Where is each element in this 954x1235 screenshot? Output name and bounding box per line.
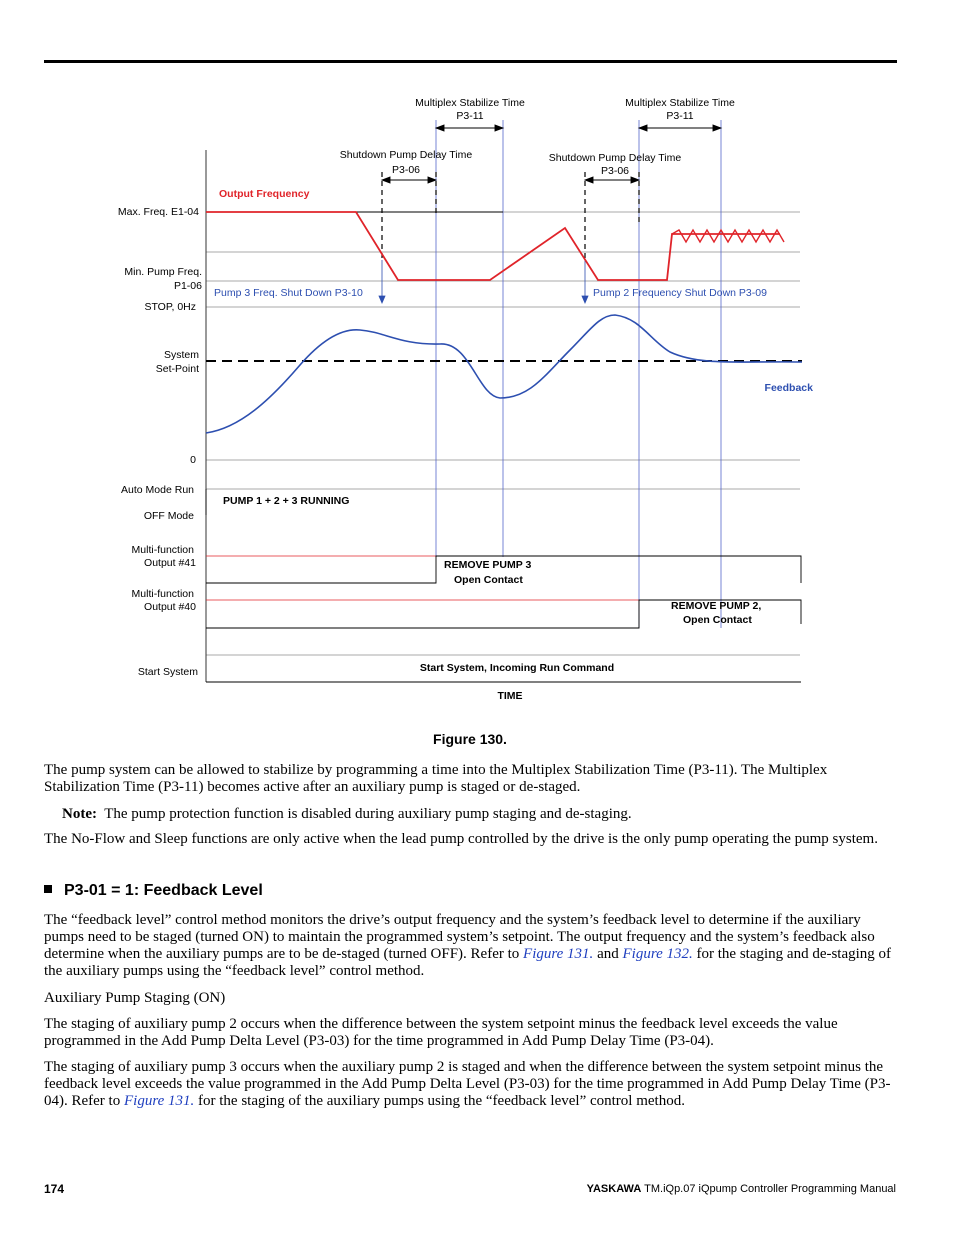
p6-text-b: for the staging of the auxiliary pumps using the “feedback level” control method. (198, 1093, 685, 1109)
paragraph-stabilize: The pump system can be allowed to stabilize by programming a time into the Multiplex Stabilization Time (P3-11). The Multiplex Stabilization Time (P3-11) becomes active after an auxiliary pump is staged or de-staged. (44, 762, 828, 795)
mf41-label: Multi-function (131, 544, 194, 556)
paragraph-pump2-staging: The staging of auxiliary pump 2 occurs when the difference between the system setpoint minus the feedback level exceeds the value programmed in the Add Pump Delta Level (P3-03) for the time programmed in Add Pump Delay Time (P3-04). (44, 1016, 838, 1049)
mf40-label: Multi-function (131, 588, 194, 600)
time-markers (436, 120, 721, 628)
setpoint-label: Set-Point (155, 363, 199, 375)
remove-pump2-label: REMOVE PUMP 2, (671, 600, 762, 612)
remove-pump2-contact: Open Contact (683, 614, 752, 626)
footer-title (587, 1183, 896, 1195)
paragraph-feedback-level (44, 912, 896, 980)
paragraph-noflow: The No-Flow and Sleep functions are only active when the lead pump controlled by the drive is the only pump operating the pump system. (44, 831, 878, 847)
mst1-title: Multiplex Stabilize Time (415, 97, 525, 109)
mst1-param: P3-11 (456, 110, 484, 122)
mst2-param: P3-11 (666, 110, 694, 122)
note (62, 806, 896, 823)
zero-label: 0 (190, 454, 196, 466)
remove-pump3-contact: Open Contact (454, 574, 523, 586)
pump2-shutdown-label: Pump 2 Frequency Shut Down P3-09 (593, 287, 767, 299)
max-freq-label: Max. Freq. E1-04 (117, 206, 199, 218)
heading-bullet-icon (44, 885, 52, 893)
start-command-label: Start System, Incoming Run Command (419, 662, 615, 674)
output-frequency-label: Output Frequency (219, 188, 310, 200)
spd2-param: P3-06 (600, 165, 630, 177)
note-text: The pump protection function is disabled during auxiliary pump staging and de-staging. (104, 806, 632, 822)
heading-text: P3-01 = 1: Feedback Level (64, 882, 263, 899)
time-axis-label: TIME (497, 690, 523, 702)
min-pump-freq-label: Min. Pump Freq. (124, 266, 202, 278)
spd1-title: Shutdown Pump Delay Time (339, 149, 473, 161)
pumps-running-label: PUMP 1 + 2 + 3 RUNNING (223, 495, 350, 507)
p3-text-a: The “feedback level” control method monitors the drive’s output frequency and the system’s feedback level to determine if the auxiliary pumps need to be staged (turned ON) to maintain the programmed system’s setpoint. The output frequency and the system’s feedback also determine when the auxiliary pumps are to be de-staged (turned OFF). Refer to (44, 912, 875, 962)
feedback-curve (206, 315, 802, 433)
output-frequency-line (206, 212, 780, 280)
paragraph-staging-title: Auxiliary Pump Staging (ON) (44, 990, 226, 1006)
mst2-title: Multiplex Stabilize Time (625, 97, 735, 109)
mf40-output: Output #40 (144, 601, 196, 613)
start-system-label: Start System (137, 666, 198, 678)
figure-131-link[interactable]: Figure 131. (523, 946, 594, 962)
stop-label: STOP, 0Hz (144, 301, 196, 313)
p3-text-b: and (597, 946, 619, 962)
pump3-shutdown-label: Pump 3 Freq. Shut Down P3-10 (214, 287, 363, 299)
figure-131-link-2[interactable]: Figure 131. (123, 1093, 195, 1109)
shutdown-arrows (379, 260, 588, 303)
spd1-param: P3-06 (391, 164, 421, 176)
figure-caption: Figure 130. (433, 731, 507, 747)
dashed-markers (382, 172, 639, 260)
section-heading (44, 882, 263, 900)
off-mode-label: OFF Mode (143, 510, 194, 522)
p3-text-c: for the staging and de-staging of the auxiliary pumps using the “feedback level” control method. (44, 946, 892, 979)
footer-brand: YASKAWA (586, 1183, 642, 1195)
auto-mode-label: Auto Mode Run (121, 484, 194, 496)
p6-text-a: The staging of auxiliary pump 3 occurs when the auxiliary pump 2 is staged and when the difference between the system setpoint minus the feedback level exceeds the value programmed in the Add Pump Delta Level (P3-03) for the time programmed in Add Pump Delay Time (P3-04). Refer to (44, 1059, 891, 1109)
remove-pump3-label: REMOVE PUMP 3 (444, 559, 532, 571)
feedback-label: Feedback (764, 382, 813, 394)
footer-manual-title: TM.iQp.07 iQpump Controller Programming Manual (644, 1183, 896, 1195)
figure-132-link[interactable]: Figure 132. (622, 946, 693, 962)
min-pump-freq-param: P1-06 (173, 280, 202, 292)
page-number: 174 (44, 1182, 65, 1196)
note-label: Note: (62, 806, 97, 822)
output-frequency-ripple (672, 230, 784, 242)
paragraph-pump3-staging (44, 1059, 896, 1110)
spd2-title: Shutdown Pump Delay Time (548, 152, 682, 164)
system-label: System (163, 349, 199, 361)
mf41-output: Output #41 (144, 557, 196, 569)
